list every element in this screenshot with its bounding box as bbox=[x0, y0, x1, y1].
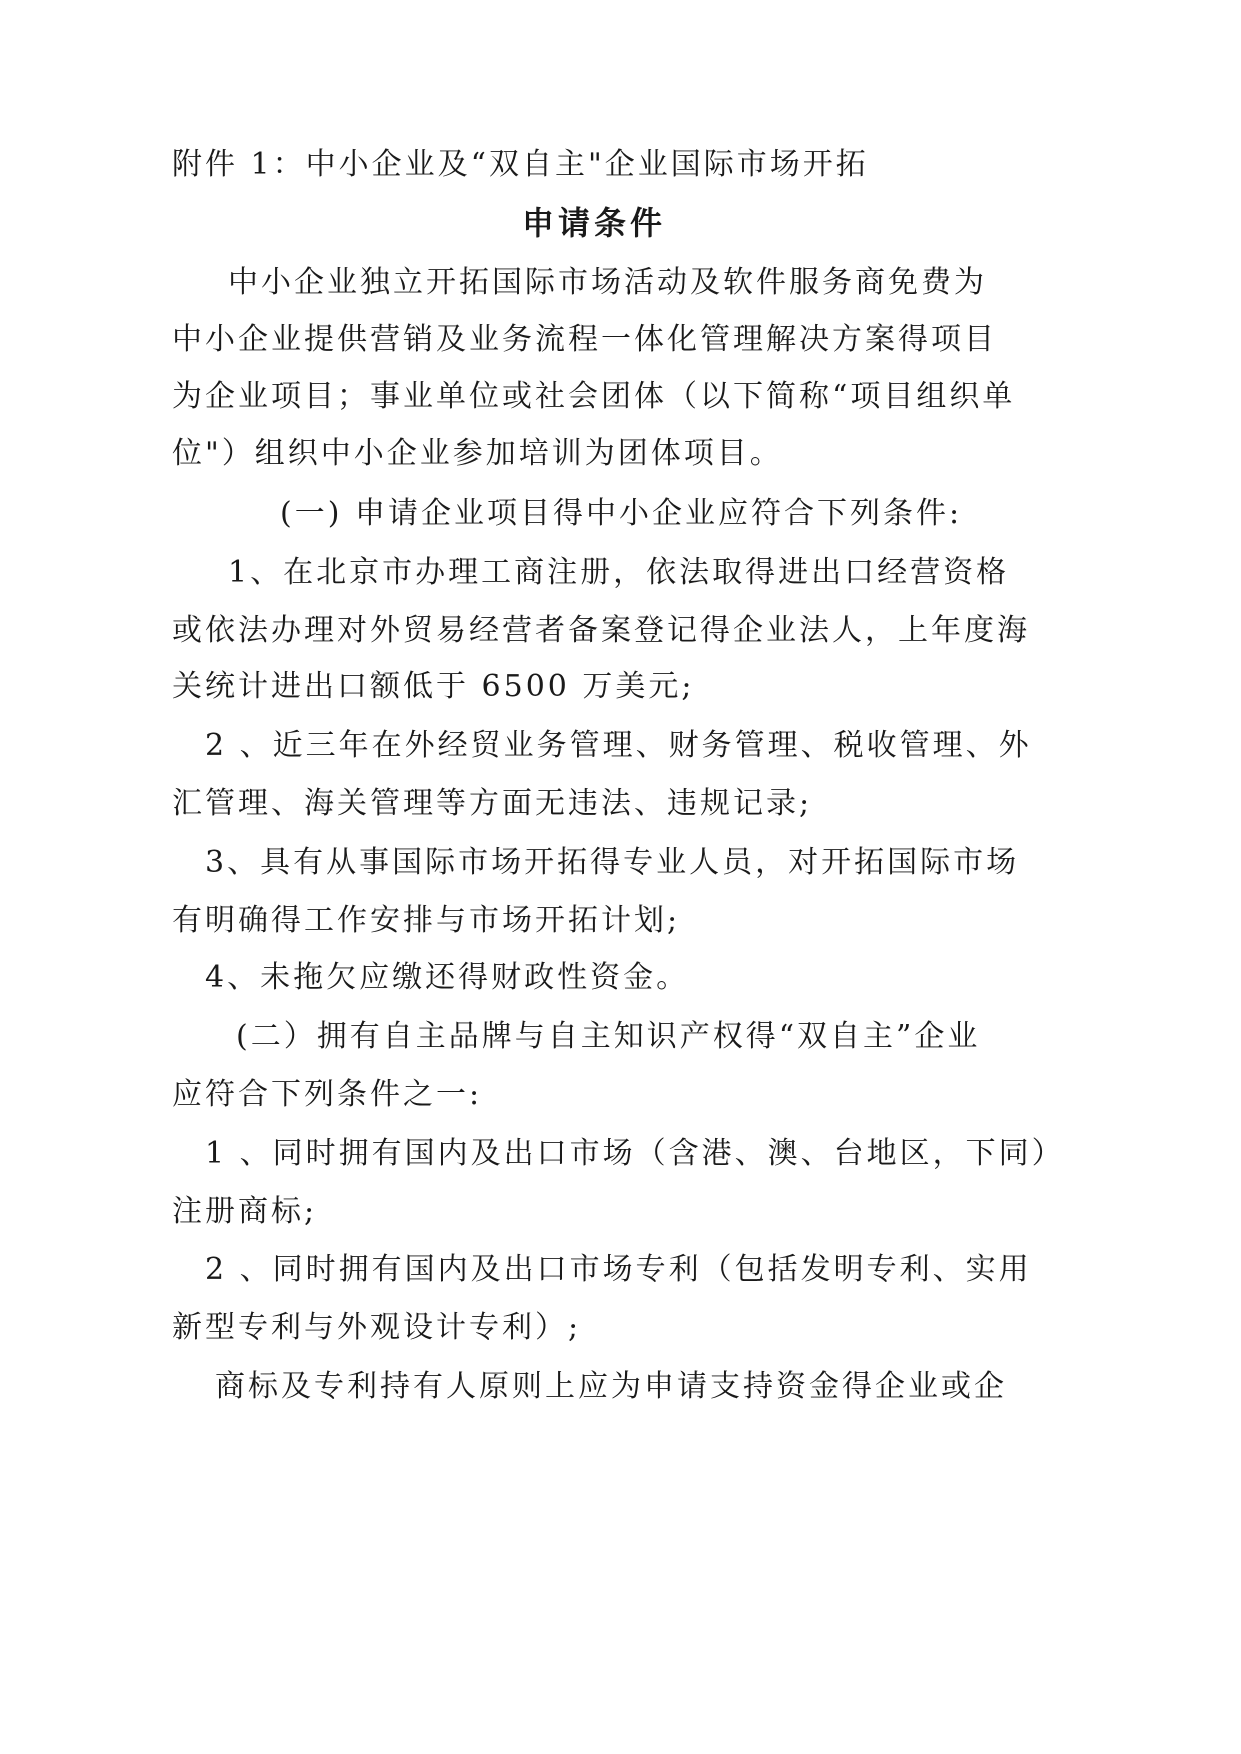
list-item: 2 、同时拥有国内及出口市场专利（包括发明专利、实用 bbox=[205, 1252, 1032, 1287]
list-item: 1 、同时拥有国内及出口市场（含港、澳、台地区，下同） bbox=[205, 1136, 1065, 1171]
paragraph-line: 注册商标; bbox=[172, 1194, 318, 1229]
paragraph-line: 关统计进出口额低于 6500 万美元; bbox=[172, 669, 695, 704]
list-item: 3、具有从事国际市场开拓得专业人员，对开拓国际市场 bbox=[205, 845, 1020, 880]
paragraph-line: 或依法办理对外贸易经营者备案登记得企业法人，上年度海 bbox=[172, 613, 1030, 648]
paragraph-line: 为企业项目；事业单位或社会团体（以下简称“项目组织单 bbox=[172, 379, 1016, 414]
paragraph-line: 应符合下列条件之一: bbox=[172, 1077, 483, 1112]
document-title: 申请条件 bbox=[522, 204, 667, 242]
paragraph-line: 有明确得工作安排与市场开拓计划; bbox=[172, 903, 681, 938]
paragraph-line: 中小企业提供营销及业务流程一体化管理解决方案得项目 bbox=[172, 322, 997, 357]
list-item: 2 、近三年在外经贸业务管理、财务管理、税收管理、外 bbox=[205, 728, 1032, 763]
paragraph-line: 中小企业独立开拓国际市场活动及软件服务商免费为 bbox=[228, 265, 987, 300]
paragraph-line: 位"）组织中小企业参加培训为团体项目。 bbox=[172, 436, 783, 471]
section-heading: (二）拥有自主品牌与自主知识产权得“双自主”企业 bbox=[236, 1019, 981, 1054]
paragraph-line: 商标及专利持有人原则上应为申请支持资金得企业或企 bbox=[215, 1369, 1007, 1404]
list-item: 1、在北京市办理工商注册，依法取得进出口经营资格 bbox=[228, 555, 1010, 590]
section-heading: (一) 申请企业项目得中小企业应符合下列条件: bbox=[280, 496, 963, 531]
paragraph-line: 汇管理、海关管理等方面无违法、违规记录; bbox=[172, 786, 813, 821]
paragraph-line: 新型专利与外观设计专利）; bbox=[172, 1310, 582, 1345]
list-item: 4、未拖欠应缴还得财政性资金。 bbox=[205, 960, 690, 995]
attachment-heading: 附件 1：中小企业及“双自主"企业国际市场开拓 bbox=[172, 147, 869, 182]
